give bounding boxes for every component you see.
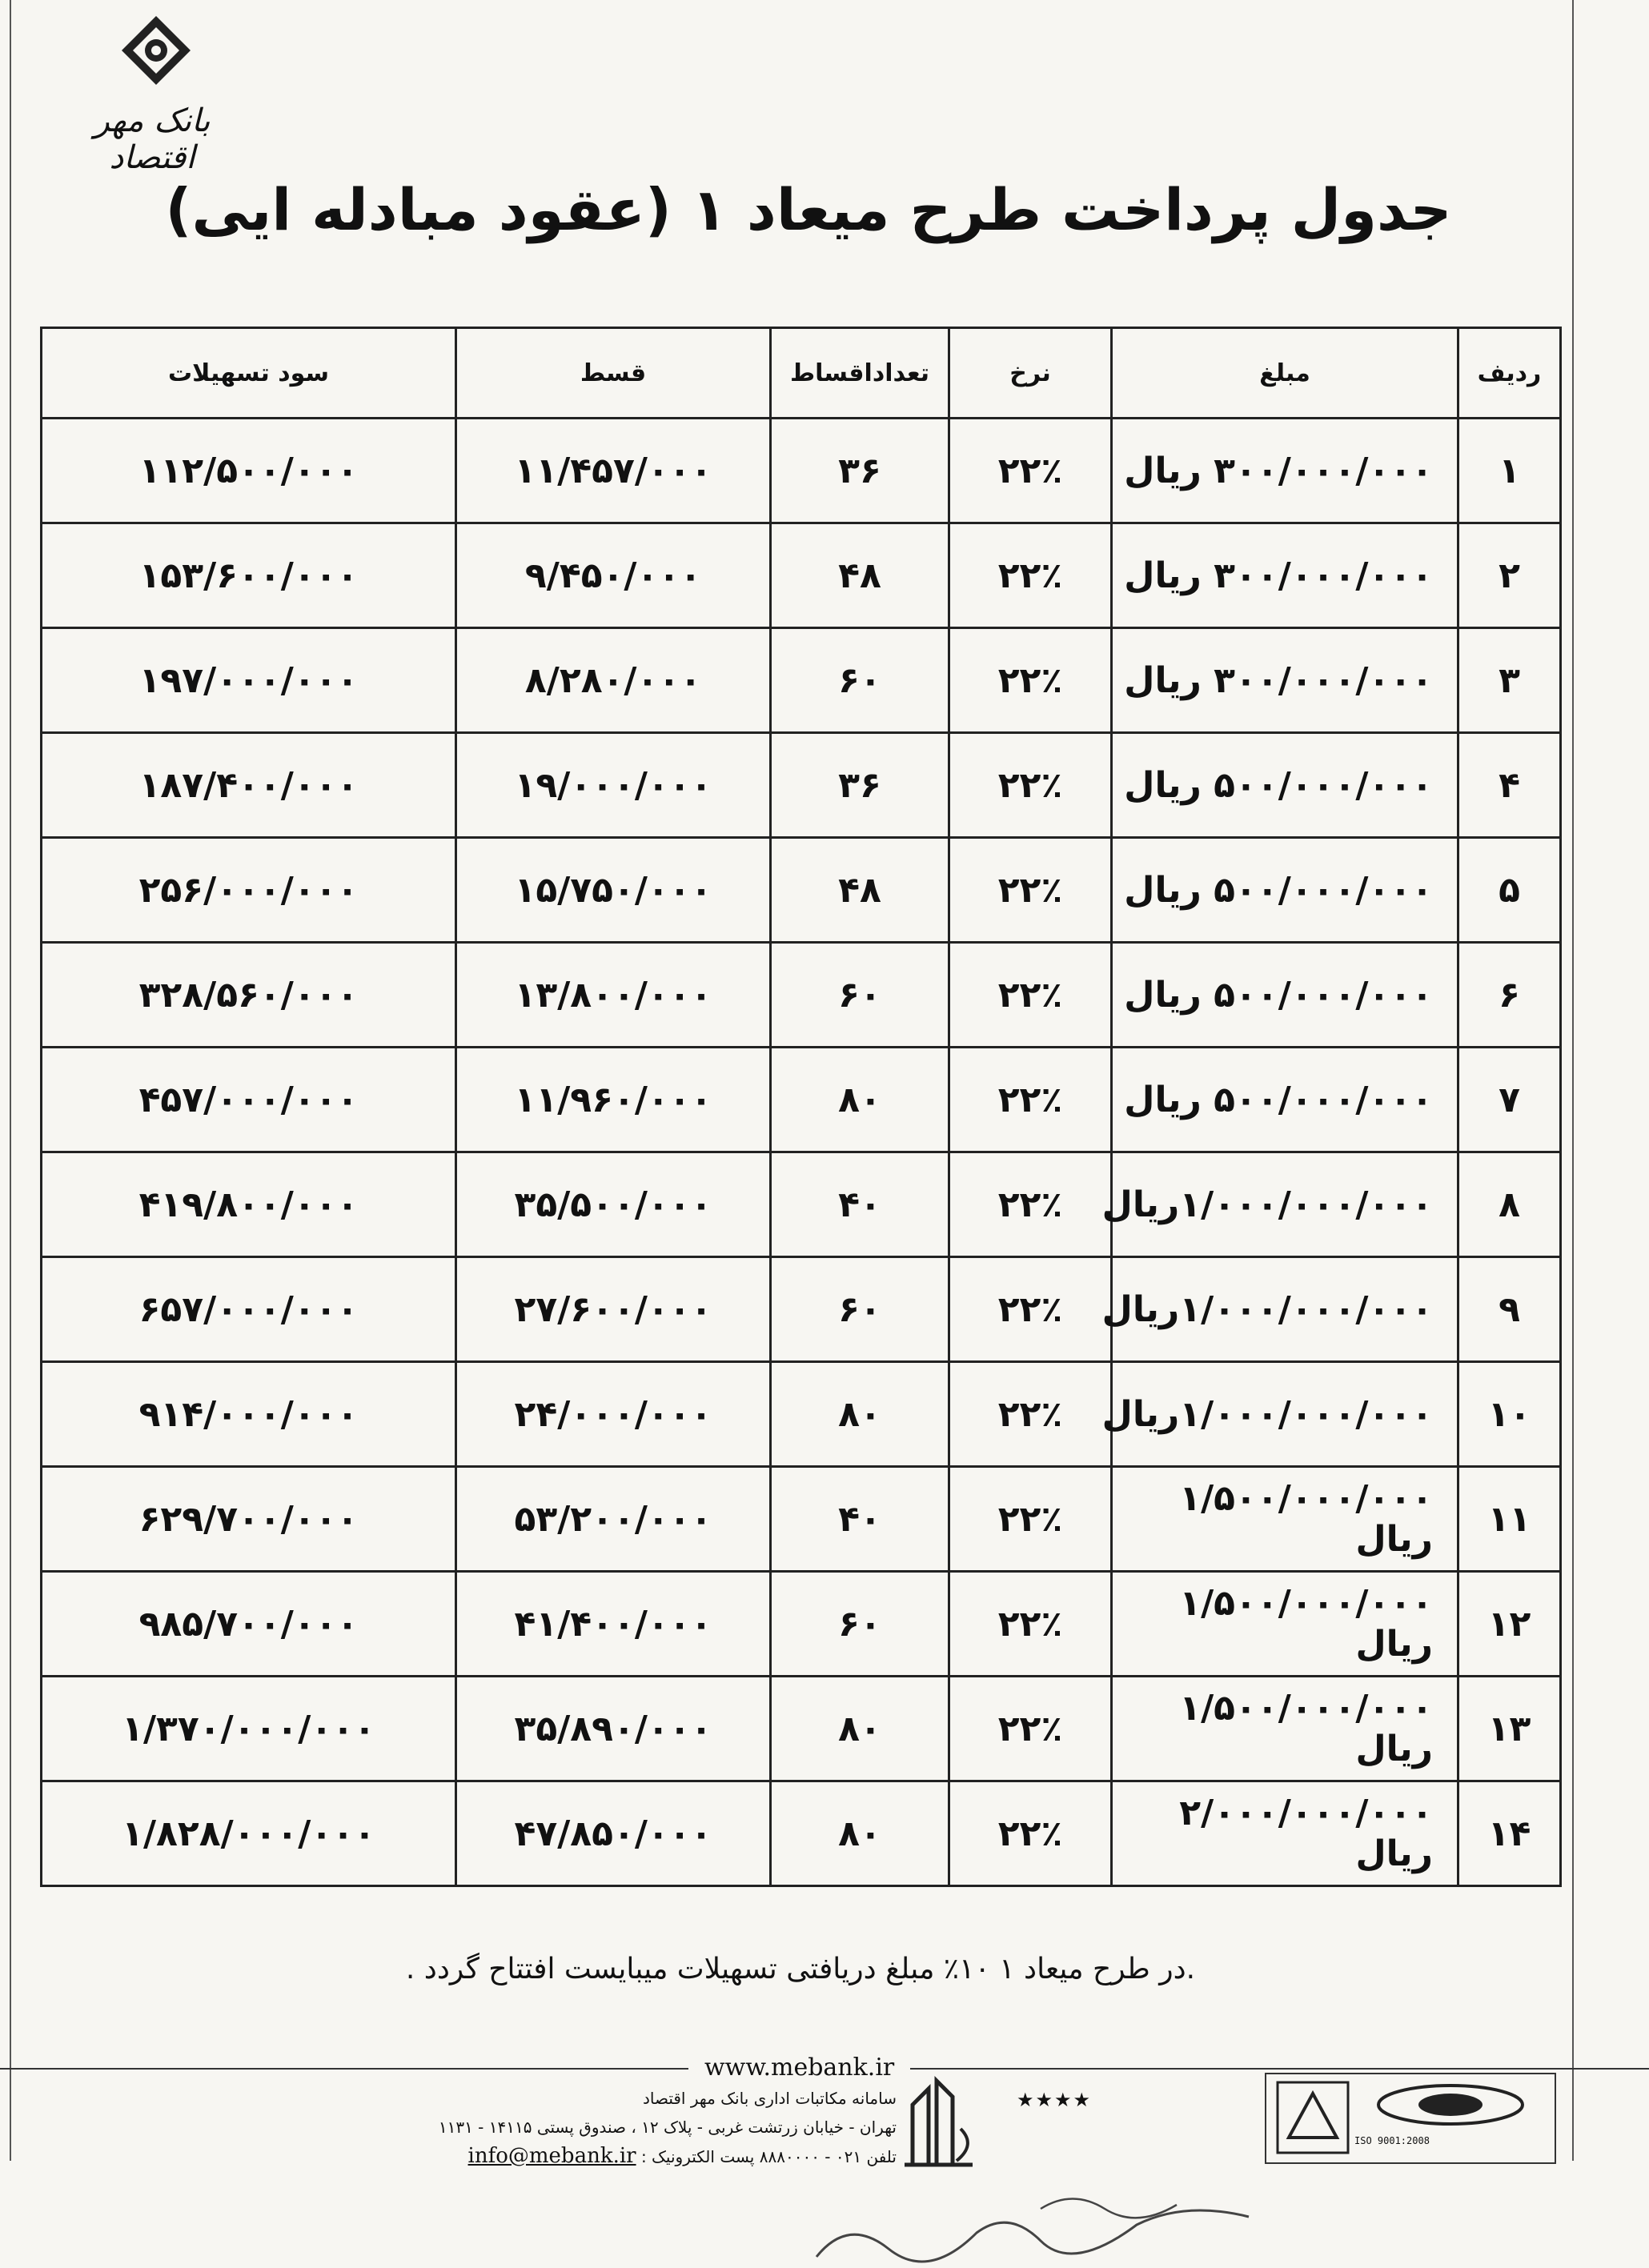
header-installment: قسط xyxy=(456,328,771,419)
table-row xyxy=(42,1152,1561,1257)
cell-rate: ۲۲٪ xyxy=(949,1572,1112,1677)
cell-row-number: ۱۰ xyxy=(1458,1362,1561,1467)
handwritten-signature xyxy=(800,2185,1281,2268)
table-header-row xyxy=(42,328,1561,419)
cell-row-number: ۱۲ xyxy=(1458,1572,1561,1677)
cell-installment: ۳۵/۸۹۰/۰۰۰ xyxy=(456,1677,771,1781)
footer-line-contact xyxy=(48,2142,897,2171)
cell-rate: ۲۲٪ xyxy=(949,1048,1112,1152)
cell-row-number: ۷ xyxy=(1458,1048,1561,1152)
cell-installment-count: ۶۰ xyxy=(771,628,949,733)
cell-amount: ۵۰۰/۰۰۰/۰۰۰ ریال xyxy=(1112,1048,1458,1152)
cell-amount: ۱/۰۰۰/۰۰۰/۰۰۰ریال xyxy=(1112,1362,1458,1467)
table-row xyxy=(42,1572,1561,1677)
cell-installment: ۵۳/۲۰۰/۰۰۰ xyxy=(456,1467,771,1572)
iso-certification-badge xyxy=(1265,2073,1556,2164)
cell-installment-count: ۳۶ xyxy=(771,419,949,523)
cell-row-number: ۲ xyxy=(1458,523,1561,628)
cell-installment: ۳۵/۵۰۰/۰۰۰ xyxy=(456,1152,771,1257)
cell-amount: ۱/۵۰۰/۰۰۰/۰۰۰ ریال xyxy=(1112,1572,1458,1677)
footer-website-link[interactable]: www.mebank.ir xyxy=(688,2054,910,2082)
cell-row-number: ۱ xyxy=(1458,419,1561,523)
cell-amount: ۳۰۰/۰۰۰/۰۰۰ ریال xyxy=(1112,523,1458,628)
table-row xyxy=(42,628,1561,733)
cell-installment: ۴۷/۸۵۰/۰۰۰ xyxy=(456,1781,771,1886)
table-row xyxy=(42,733,1561,838)
table-row xyxy=(42,1467,1561,1572)
cell-profit: ۱۹۷/۰۰۰/۰۰۰ xyxy=(42,628,456,733)
cell-installment-count: ۶۰ xyxy=(771,1572,949,1677)
iso-logo-icon xyxy=(1370,2081,1531,2129)
cell-rate: ۲۲٪ xyxy=(949,943,1112,1048)
bank-emblem-icon xyxy=(120,14,192,86)
bank-logo xyxy=(48,14,256,174)
table-row xyxy=(42,1362,1561,1467)
cell-installment-count: ۳۶ xyxy=(771,733,949,838)
cell-rate: ۲۲٪ xyxy=(949,1781,1112,1886)
footer-line-address: تهران - خیابان زرتشت غربی - پلاک ۱۲ ، صندوق پستی ۱۴۱۱۵ - ۱۱۳۱ xyxy=(438,2118,897,2137)
cell-profit: ۱/۸۲۸/۰۰۰/۰۰۰ xyxy=(42,1781,456,1886)
cell-installment-count: ۴۰ xyxy=(771,1152,949,1257)
cell-row-number: ۱۴ xyxy=(1458,1781,1561,1886)
table-row xyxy=(42,838,1561,943)
table-row xyxy=(42,1048,1561,1152)
cell-installment-count: ۸۰ xyxy=(771,1677,949,1781)
cell-installment: ۹/۴۵۰/۰۰۰ xyxy=(456,523,771,628)
cell-amount: ۱/۰۰۰/۰۰۰/۰۰۰ریال xyxy=(1112,1257,1458,1362)
cell-installment-count: ۴۸ xyxy=(771,838,949,943)
page-title: جدول پرداخت طرح میعاد ۱ (عقود مبادله ایی) xyxy=(165,176,1452,243)
cell-amount: ۵۰۰/۰۰۰/۰۰۰ ریال xyxy=(1112,838,1458,943)
cell-installment: ۱۱/۹۶۰/۰۰۰ xyxy=(456,1048,771,1152)
cell-installment-count: ۴۰ xyxy=(771,1467,949,1572)
footer-email-label: پست الکترونیک : xyxy=(640,2147,755,2166)
payment-table xyxy=(40,327,1562,1887)
table-row xyxy=(42,523,1561,628)
cell-installment-count: ۸۰ xyxy=(771,1048,949,1152)
cell-profit: ۶۲۹/۷۰۰/۰۰۰ xyxy=(42,1467,456,1572)
cell-profit: ۱۱۲/۵۰۰/۰۰۰ xyxy=(42,419,456,523)
cell-rate: ۲۲٪ xyxy=(949,733,1112,838)
quality-award-badge xyxy=(897,2073,1121,2177)
cell-rate: ۲۲٪ xyxy=(949,1677,1112,1781)
cell-installment-count: ۶۰ xyxy=(771,1257,949,1362)
cell-amount: ۵۰۰/۰۰۰/۰۰۰ ریال xyxy=(1112,943,1458,1048)
cell-profit: ۱۸۷/۴۰۰/۰۰۰ xyxy=(42,733,456,838)
cell-row-number: ۳ xyxy=(1458,628,1561,733)
table-row xyxy=(42,943,1561,1048)
cell-profit: ۴۵۷/۰۰۰/۰۰۰ xyxy=(42,1048,456,1152)
header-profit: سود تسهیلات xyxy=(42,328,456,419)
cell-row-number: ۹ xyxy=(1458,1257,1561,1362)
cell-rate: ۲۲٪ xyxy=(949,838,1112,943)
cell-installment-count: ۶۰ xyxy=(771,943,949,1048)
cell-rate: ۲۲٪ xyxy=(949,628,1112,733)
award-building-icon xyxy=(897,2073,985,2169)
header-row-number: ردیف xyxy=(1458,328,1561,419)
cell-profit: ۳۲۸/۵۶۰/۰۰۰ xyxy=(42,943,456,1048)
footer-line-title: سامانه مکاتبات اداری بانک مهر اقتصاد xyxy=(642,2089,897,2108)
footnote: .در طرح میعاد ۱ ۱۰٪ مبلغ دریافتی تسهیلات میبایست افتتاح گردد . xyxy=(405,1953,1196,1986)
cell-installment-count: ۸۰ xyxy=(771,1781,949,1886)
cell-rate: ۲۲٪ xyxy=(949,1257,1112,1362)
cell-profit: ۱/۳۷۰/۰۰۰/۰۰۰ xyxy=(42,1677,456,1781)
cell-rate: ۲۲٪ xyxy=(949,523,1112,628)
cell-amount: ۳۰۰/۰۰۰/۰۰۰ ریال xyxy=(1112,628,1458,733)
cell-rate: ۲۲٪ xyxy=(949,1467,1112,1572)
cell-row-number: ۴ xyxy=(1458,733,1561,838)
cell-row-number: ۱۱ xyxy=(1458,1467,1561,1572)
iso-caption: ISO 9001:2008 xyxy=(1354,2135,1430,2146)
cell-row-number: ۱۳ xyxy=(1458,1677,1561,1781)
cell-profit: ۶۵۷/۰۰۰/۰۰۰ xyxy=(42,1257,456,1362)
table-row xyxy=(42,419,1561,523)
bank-logo-text: بانک مهر اقتصاد xyxy=(94,102,211,176)
cell-row-number: ۶ xyxy=(1458,943,1561,1048)
footer-phone: تلفن ۰۲۱ - ۸۸۸۰۰۰۰ xyxy=(759,2147,897,2166)
certification-triangle-icon xyxy=(1273,2078,1353,2158)
cell-amount: ۳۰۰/۰۰۰/۰۰۰ ریال xyxy=(1112,419,1458,523)
header-amount: مبلغ xyxy=(1112,328,1458,419)
cell-amount: ۱/۵۰۰/۰۰۰/۰۰۰ ریال xyxy=(1112,1677,1458,1781)
cell-installment: ۱۳/۸۰۰/۰۰۰ xyxy=(456,943,771,1048)
cell-rate: ۲۲٪ xyxy=(949,1362,1112,1467)
award-stars: ★★★★ xyxy=(1017,2089,1093,2111)
table-row xyxy=(42,1781,1561,1886)
cell-profit: ۱۵۳/۶۰۰/۰۰۰ xyxy=(42,523,456,628)
cell-rate: ۲۲٪ xyxy=(949,1152,1112,1257)
footer-contact-info xyxy=(48,2084,897,2171)
cell-installment-count: ۴۸ xyxy=(771,523,949,628)
cell-installment: ۲۷/۶۰۰/۰۰۰ xyxy=(456,1257,771,1362)
cell-amount: ۵۰۰/۰۰۰/۰۰۰ ریال xyxy=(1112,733,1458,838)
table-row xyxy=(42,1257,1561,1362)
cell-profit: ۹۸۵/۷۰۰/۰۰۰ xyxy=(42,1572,456,1677)
footer-email-link[interactable]: info@mebank.ir xyxy=(467,2144,636,2168)
cell-amount: ۱/۵۰۰/۰۰۰/۰۰۰ ریال xyxy=(1112,1467,1458,1572)
cell-profit: ۹۱۴/۰۰۰/۰۰۰ xyxy=(42,1362,456,1467)
cell-installment: ۱۱/۴۵۷/۰۰۰ xyxy=(456,419,771,523)
cell-row-number: ۵ xyxy=(1458,838,1561,943)
cell-profit: ۴۱۹/۸۰۰/۰۰۰ xyxy=(42,1152,456,1257)
cell-installment: ۸/۲۸۰/۰۰۰ xyxy=(456,628,771,733)
cell-rate: ۲۲٪ xyxy=(949,419,1112,523)
header-rate: نرخ xyxy=(949,328,1112,419)
cell-installment: ۲۴/۰۰۰/۰۰۰ xyxy=(456,1362,771,1467)
table-row xyxy=(42,1677,1561,1781)
cell-amount: ۱/۰۰۰/۰۰۰/۰۰۰ریال xyxy=(1112,1152,1458,1257)
cell-amount: ۲/۰۰۰/۰۰۰/۰۰۰ ریال xyxy=(1112,1781,1458,1886)
cell-installment: ۱۵/۷۵۰/۰۰۰ xyxy=(456,838,771,943)
cell-row-number: ۸ xyxy=(1458,1152,1561,1257)
cell-installment: ۴۱/۴۰۰/۰۰۰ xyxy=(456,1572,771,1677)
cell-profit: ۲۵۶/۰۰۰/۰۰۰ xyxy=(42,838,456,943)
cell-installment-count: ۸۰ xyxy=(771,1362,949,1467)
cell-installment: ۱۹/۰۰۰/۰۰۰ xyxy=(456,733,771,838)
header-installment-count: تعداداقساط xyxy=(771,328,949,419)
